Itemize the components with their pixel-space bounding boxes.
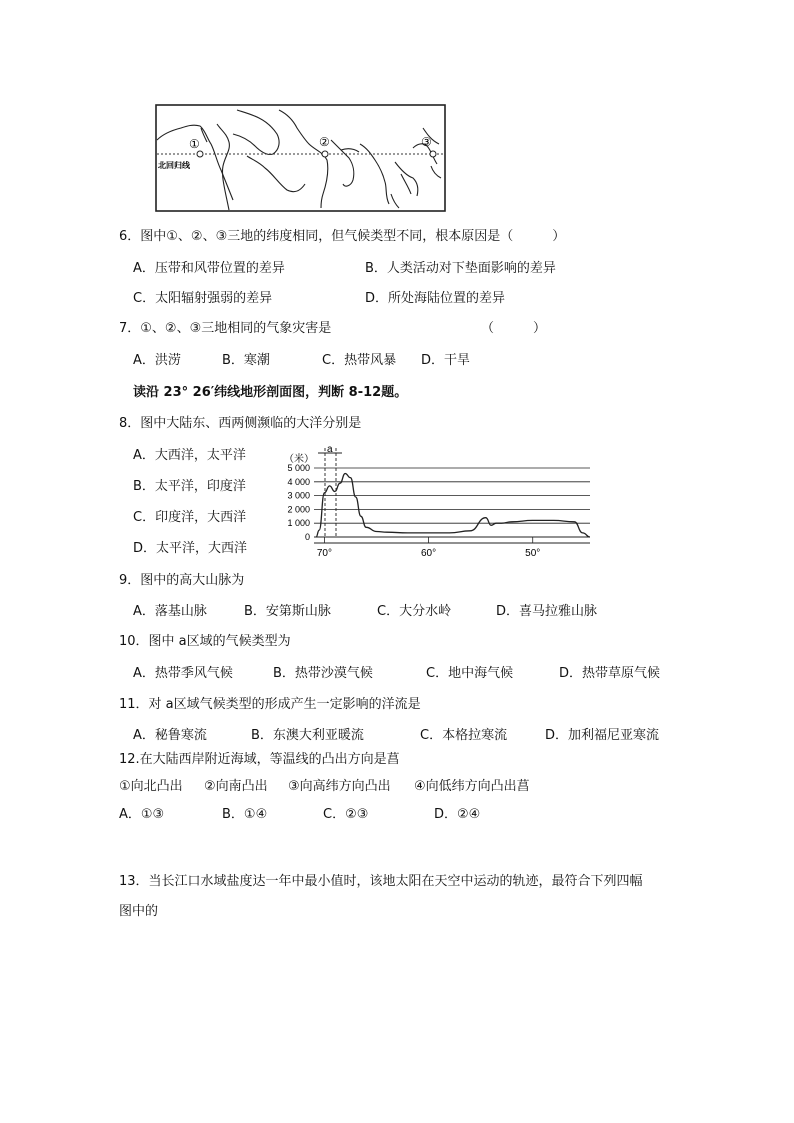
q10-option-b[interactable]: B．热带沙漠气候: [273, 666, 373, 681]
y-tick-label: 1 000: [287, 518, 310, 529]
region-a-label: a: [327, 444, 333, 455]
q6-option-d[interactable]: D．所处海陆位置的差异: [365, 291, 506, 306]
y-grid: [314, 468, 590, 523]
marker-3-label: ③: [421, 135, 432, 149]
marker-1-label: ①: [189, 137, 200, 151]
x-tick-labels: [317, 537, 540, 559]
q10-option-c[interactable]: C．地中海气候: [426, 666, 514, 681]
q9-option-c[interactable]: C．大分水岭: [377, 604, 452, 619]
marker-1-point: [197, 151, 203, 157]
y-tick-labels: [287, 463, 310, 542]
y-tick-label: 3 000: [287, 490, 310, 501]
marker-2-point: [322, 151, 328, 157]
q8-stem: 8．图中大陆东、西两侧濒临的大洋分别是: [119, 416, 362, 431]
q11-option-d[interactable]: D．加利福尼亚寒流: [545, 728, 660, 743]
q8-option-a[interactable]: A．大西洋，太平洋: [133, 448, 246, 463]
section-intro: 读沿 23° 26′纬线地形剖面图，判断 8-12题。: [133, 385, 408, 400]
q8-option-c[interactable]: C．印度洋，大西洋: [133, 510, 247, 525]
q12-option-a[interactable]: A．①③: [119, 807, 165, 822]
q11-option-a[interactable]: A．秘鲁寒流: [133, 728, 207, 743]
marker-3-point: [430, 151, 436, 157]
q12-option-b[interactable]: B．①④: [222, 807, 268, 822]
q7-option-c[interactable]: C．热带风暴: [322, 353, 397, 368]
q9-option-d[interactable]: D．喜马拉雅山脉: [496, 604, 598, 619]
q12-option-d[interactable]: D．②④: [434, 807, 481, 822]
q13-stem-line2: 图中的: [119, 904, 159, 919]
q12-choice-3: ③向高纬方向凸出: [288, 779, 391, 794]
marker-2-label: ②: [319, 135, 330, 149]
q6-option-a[interactable]: A．压带和风带位置的差异: [133, 261, 285, 276]
x-tick-label: 50°: [525, 548, 541, 559]
q12-option-c[interactable]: C．②③: [323, 807, 369, 822]
y-tick-label: 2 000: [287, 504, 310, 515]
q12-choice-1: ①向北凸出: [119, 779, 183, 794]
q7-option-d[interactable]: D．干旱: [421, 353, 471, 368]
q11-option-c[interactable]: C．本格拉寒流: [420, 728, 508, 743]
terrain-profile-chart: [276, 442, 596, 572]
y-unit-label: （米）: [284, 454, 314, 465]
q6-option-c[interactable]: C．太阳辐射强弱的差异: [133, 291, 273, 306]
q11-option-b[interactable]: B．东澳大利亚暖流: [251, 728, 364, 743]
q12-stem: 12.在大陆西岸附近海域，等温线的凸出方向是菖: [119, 752, 400, 767]
tropic-label: 北回归线: [158, 161, 190, 170]
q10-stem: 10．图中 a区域的气候类型为: [119, 634, 291, 649]
q7-answer-paren: （ ）: [481, 321, 547, 336]
x-tick-label: 60°: [421, 548, 437, 559]
q12-choice-4: ④向低纬方向凸出菖: [414, 779, 530, 794]
x-tick-label: 70°: [316, 548, 332, 559]
q9-option-a[interactable]: A．落基山脉: [133, 604, 207, 619]
q7-stem: 7．①、②、③三地相同的气象灾害是: [119, 321, 332, 336]
q8-option-b[interactable]: B．太平洋，印度洋: [133, 479, 246, 494]
q8-option-d[interactable]: D．太平洋，大西洋: [133, 541, 248, 556]
q10-option-d[interactable]: D．热带草原气候: [559, 666, 661, 681]
q13-stem-line1: 13．当长江口水域盐度达一年中最小值时，该地太阳在天空中运动的轨迹，最符合下列四幅: [119, 874, 643, 889]
q9-option-b[interactable]: B．安第斯山脉: [244, 604, 331, 619]
q6-stem: 6．图中①、②、③三地的纬度相同，但气候类型不同，根本原因是（ ）: [119, 229, 566, 244]
terrain-profile-line: [316, 474, 590, 538]
q6-option-b[interactable]: B．人类活动对下垫面影响的差异: [365, 261, 556, 276]
q7-option-b[interactable]: B．寒潮: [222, 353, 270, 368]
y-tick-label: 5 000: [287, 463, 310, 473]
q7-option-a[interactable]: A．洪涝: [133, 353, 181, 368]
q11-stem: 11．对 a区域气候类型的形成产生一定影响的洋流是: [119, 697, 421, 712]
y-tick-label: 4 000: [287, 476, 310, 487]
q10-option-a[interactable]: A．热带季风气候: [133, 666, 233, 681]
y-tick-label: 0: [304, 532, 310, 542]
tropic-map: [155, 104, 446, 212]
q9-stem: 9．图中的高大山脉为: [119, 573, 245, 588]
q12-choice-2: ②向南凸出: [204, 779, 268, 794]
